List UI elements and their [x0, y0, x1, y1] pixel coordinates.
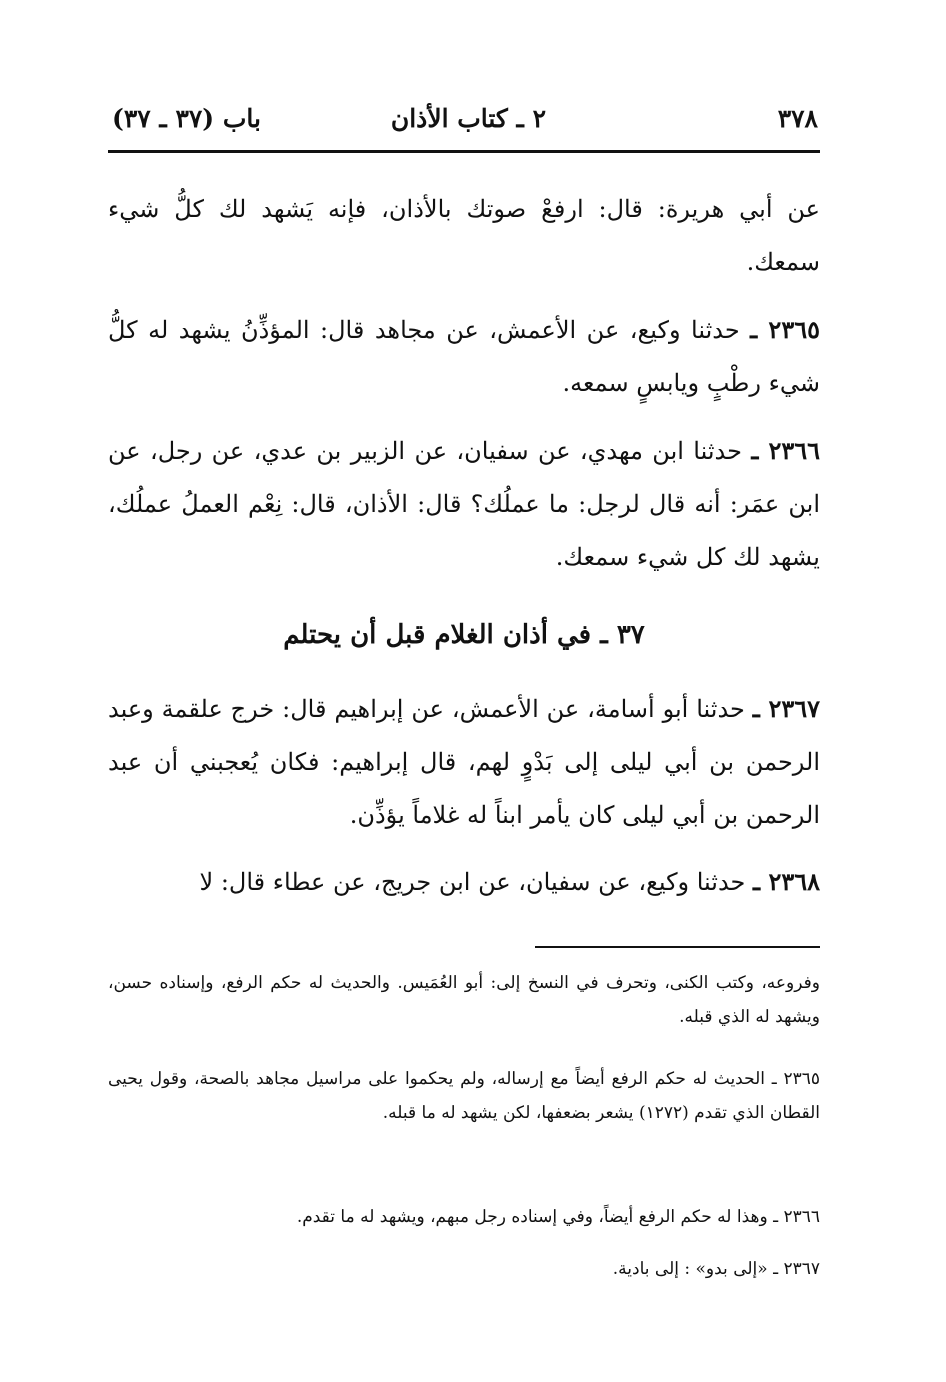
hadith-number: ٢٣٦٥ ـ [750, 315, 820, 344]
hadith-number: ٢٣٦٧ ـ [752, 694, 820, 723]
chapter-heading: ٣٧ ـ في أذان الغلام قبل أن يحتلم [283, 620, 645, 650]
hadith-text: حدثنا أبو أسامة، عن الأعمش، عن إبراهيم قال: خرج علقمة وعبد الرحمن بن أبي ليلى إلى بَدْوٍ لهم، قال إبراهيم: فكان يُعجبني أن عبد الرحمن بن أبي ليلى كان يأمر ابناً له غلاماً يؤذِّن. [108, 695, 820, 829]
footnote-2367: ٢٣٦٧ ـ «إلى بدو» : إلى بادية. [612, 1259, 820, 1279]
header-rule [108, 150, 820, 153]
hadith-number: ٢٣٦٦ ـ [751, 436, 820, 465]
hadith-2365 [108, 303, 820, 410]
footnote-1: وفروعه، وكتب الكنى، وتحرف في النسخ إلى: أبو العُمَيس. والحديث له حكم الرفع، وإسناده حسن، ويشهد له الذي قبله. [108, 973, 820, 1027]
footnote-2365: ٢٣٦٥ ـ الحديث له حكم الرفع أيضاً مع إرساله، ولم يحكموا على مراسيل مجاهد بالصحة، وقول يحيى القطان الذي تقدم (١٢٧٢) يشعر بضعفها، لكن يشهد له ما قبله. [108, 1069, 820, 1123]
hadith-number: ٢٣٦٨ ـ [753, 867, 820, 896]
footnote-2366: ٢٣٦٦ ـ وهذا له حكم الرفع أيضاً، وفي إسناده رجل مبهم، ويشهد له ما تقدم. [296, 1207, 820, 1227]
paragraph-continuation [108, 183, 820, 289]
footnote-rule [535, 946, 820, 948]
hadith-text: حدثنا وكيع، عن سفيان، عن ابن جريج، عن عطاء قال: لا [199, 868, 746, 896]
hadith-2366 [108, 424, 820, 584]
hadith-2368 [108, 855, 820, 909]
hadith-text: حدثنا وكيع، عن الأعمش، عن مجاهد قال: المؤذِّنُ يشهد له كلُّ شيء رطْبٍ ويابسٍ سمعه. [108, 316, 820, 397]
chapter-range: باب (٣٧ ـ ٣٧) [112, 104, 261, 133]
page-number: ٣٧٨ [777, 104, 818, 133]
paragraph-text: عن أبي هريرة: قال: ارفعْ صوتك بالأذان، فإنه يَشهد لك كلُّ شيء سمعك. [108, 195, 820, 276]
hadith-2367 [108, 682, 820, 842]
hadith-text: حدثنا ابن مهدي، عن سفيان، عن الزبير بن عدي، عن رجل، عن ابن عمَر: أنه قال لرجل: ما عملُك؟ قال: الأذان، قال: نِعْم العملُ عملُك، يشهد لك كل شيء سمعك. [108, 437, 820, 571]
book-title: ٢ ـ كتاب الأذان [390, 104, 546, 133]
